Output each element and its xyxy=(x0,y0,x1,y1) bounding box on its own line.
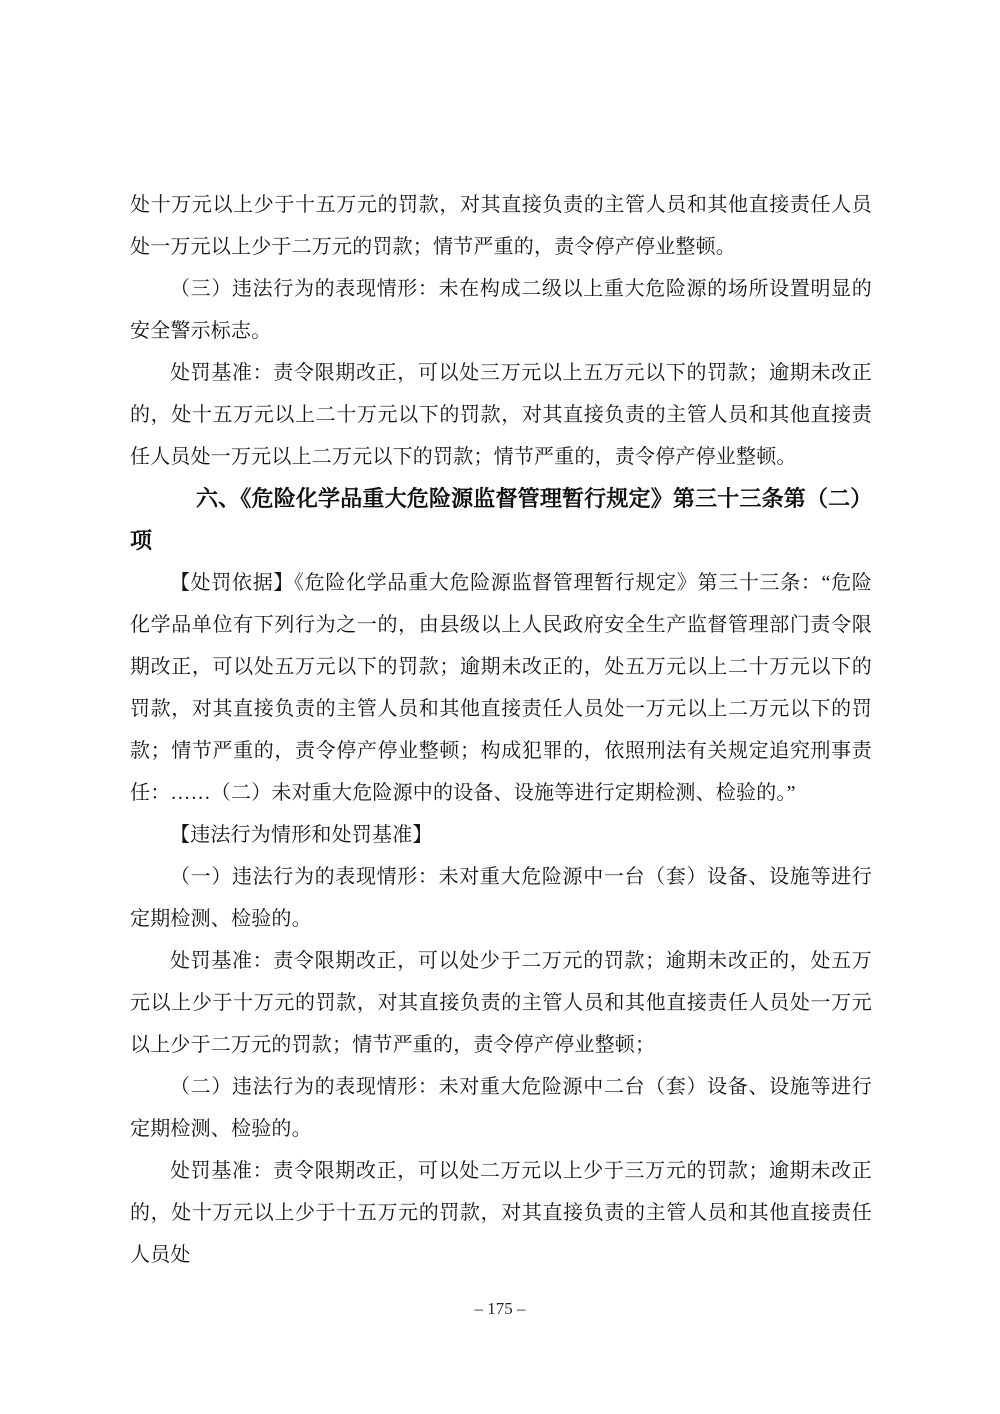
document-body xyxy=(130,184,872,1276)
paragraph-penalty-basis-1: 处罚基准：责令限期改正，可以处少于二万元的罚款；逾期未改正的，处五万元以上少于十万元的罚款，对其直接负责的主管人员和其他直接责任人员处一万元以上少于二万元的罚款；情节严重的，责令停产停业整顿； xyxy=(130,950,872,1056)
paragraph-continuation: 处十万元以上少于十五万元的罚款，对其直接负责的主管人员和其他直接责任人员处一万元以上少于二万元的罚款；情节严重的，责令停产停业整顿。 xyxy=(130,194,872,258)
paragraph-punishment-grounds: 【处罚依据】《危险化学品重大危险源监督管理暂行规定》第三十三条：“危险化学品单位有下列行为之一的，由县级以上人民政府安全生产监督管理部门责令限期改正，可以处五万元以下的罚款；逾期未改正的，处五万元以上二十万元以下的罚款，对其直接负责的主管人员和其他直接责任人员处一万元以上二万元以下的罚款；情节严重的，责令停产停业整顿；构成犯罪的，依照刑法有关规定追究刑事责任：……（二）未对重大危险源中的设备、设施等进行定期检测、检验的。” xyxy=(130,572,872,804)
section-heading: 六、《危险化学品重大危险源监督管理暂行规定》第三十三条第（二）项 xyxy=(130,486,872,553)
paragraph-penalty-basis-2: 处罚基准：责令限期改正，可以处二万元以上少于三万元的罚款；逾期未改正的，处十万元以上少于十五万元的罚款，对其直接负责的主管人员和其他直接责任人员处 xyxy=(130,1160,872,1266)
paragraph-violation-2: （二）违法行为的表现情形：未对重大危险源中二台（套）设备、设施等进行定期检测、检验的。 xyxy=(130,1076,872,1140)
paragraph-violation-1: （一）违法行为的表现情形：未对重大危险源中一台（套）设备、设施等进行定期检测、检验的。 xyxy=(130,866,872,930)
paragraph-subheading-brackets: 【违法行为情形和处罚基准】 xyxy=(170,824,433,846)
paragraph-violation-3: （三）违法行为的表现情形：未在构成二级以上重大危险源的场所设置明显的安全警示标志。 xyxy=(130,278,872,342)
paragraph-penalty-basis: 处罚基准：责令限期改正，可以处三万元以上五万元以下的罚款；逾期未改正的，处十五万元以上二十万元以下的罚款，对其直接负责的主管人员和其他直接责任人员处一万元以上二万元以下的罚款；情节严重的，责令停产停业整顿。 xyxy=(130,362,872,468)
page-number: – 175 – xyxy=(474,1299,526,1318)
